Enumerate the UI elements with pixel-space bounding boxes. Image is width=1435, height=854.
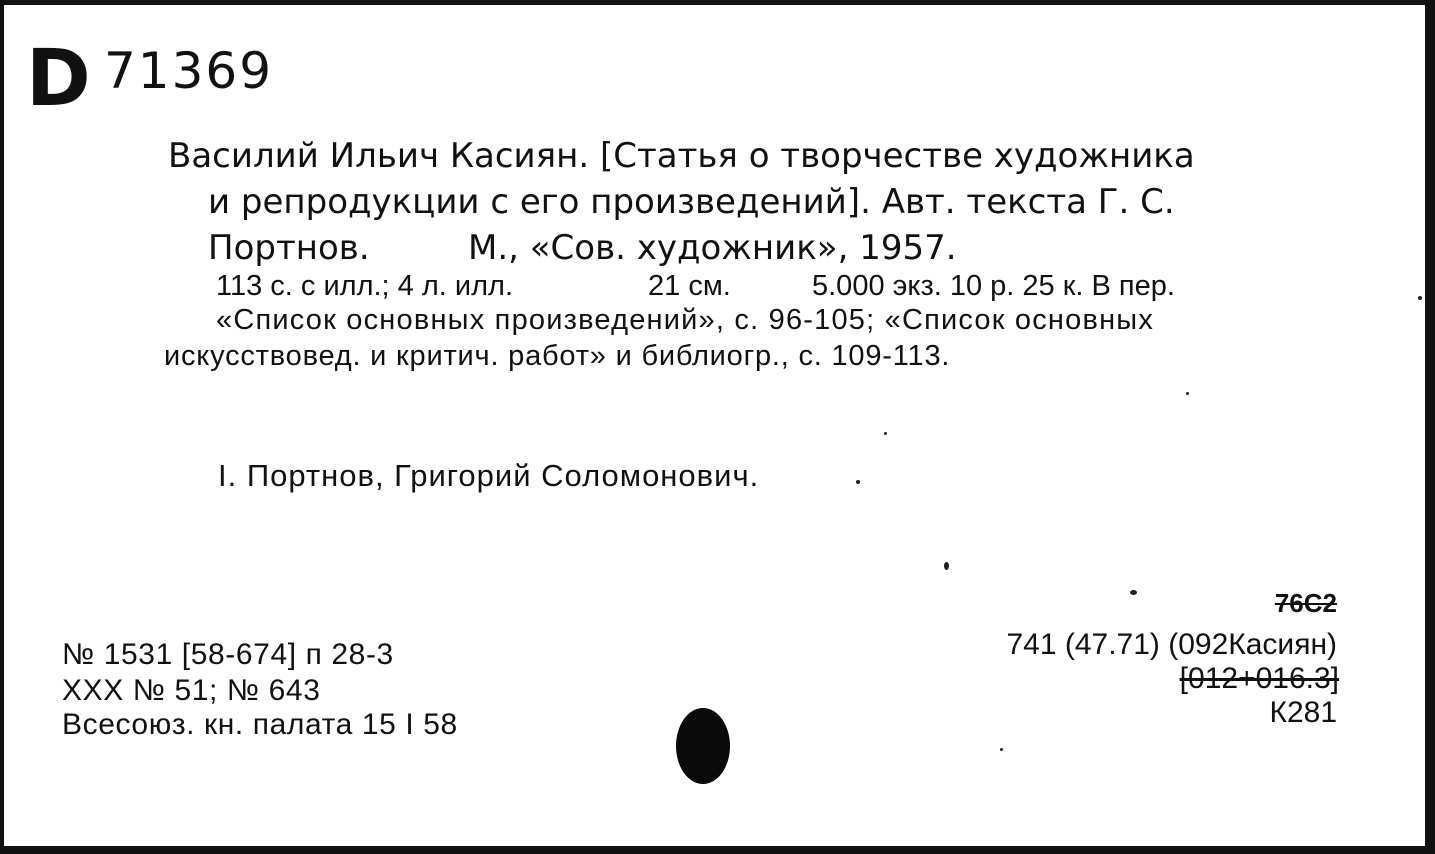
title-line-3-imprint: М., «Сов. художник», 1957. [468,228,957,268]
scan-speck [884,432,887,435]
udc-index-old-text: [012+016.3] [1179,662,1339,695]
scan-speck [1186,392,1189,395]
title-line-1: Василий Ильич Касиян. [Статья о творчестве художника [168,136,1195,176]
scan-speck [1130,590,1137,595]
title-line-3-author: Портнов. [208,228,370,268]
physical-description-size: 21 см. [648,270,731,302]
classification-code: 76C2 [1274,588,1337,618]
title-line-2: и репродукции с его произведений]. Авт. текста Г. С. [208,182,1175,222]
physical-description-pages: 113 с. с илл.; 4 л. илл. [216,270,513,302]
scan-speck [1000,748,1003,751]
punch-hole [676,708,730,784]
card-code-letter: D [26,34,89,124]
scan-speck [856,480,860,484]
card-code-number: 71369 [104,42,274,100]
registry-number: № 1531 [58-674] п 28-3 [62,638,394,671]
scan-speck [944,562,949,570]
udc-index-old [1180,664,1339,694]
added-entry: I. Портнов, Григорий Соломонович. [218,458,760,493]
note-line-1: «Список основных произведений», с. 96-105; «Список основных [216,304,1155,336]
chamber-stamp: Всесоюз. кн. палата 15 I 58 [62,708,458,741]
scan-speck [1418,296,1422,300]
physical-description-print: 5.000 экз. 10 р. 25 к. В пер. [812,270,1175,302]
author-mark: К281 [1269,696,1337,729]
note-line-2: искусствовед. и критич. работ» и библиогр., с. 109-113. [164,340,951,372]
series-number: XXX № 51; № 643 [62,674,321,707]
udc-index: 741 (47.71) (092Касиян) [1006,628,1337,661]
